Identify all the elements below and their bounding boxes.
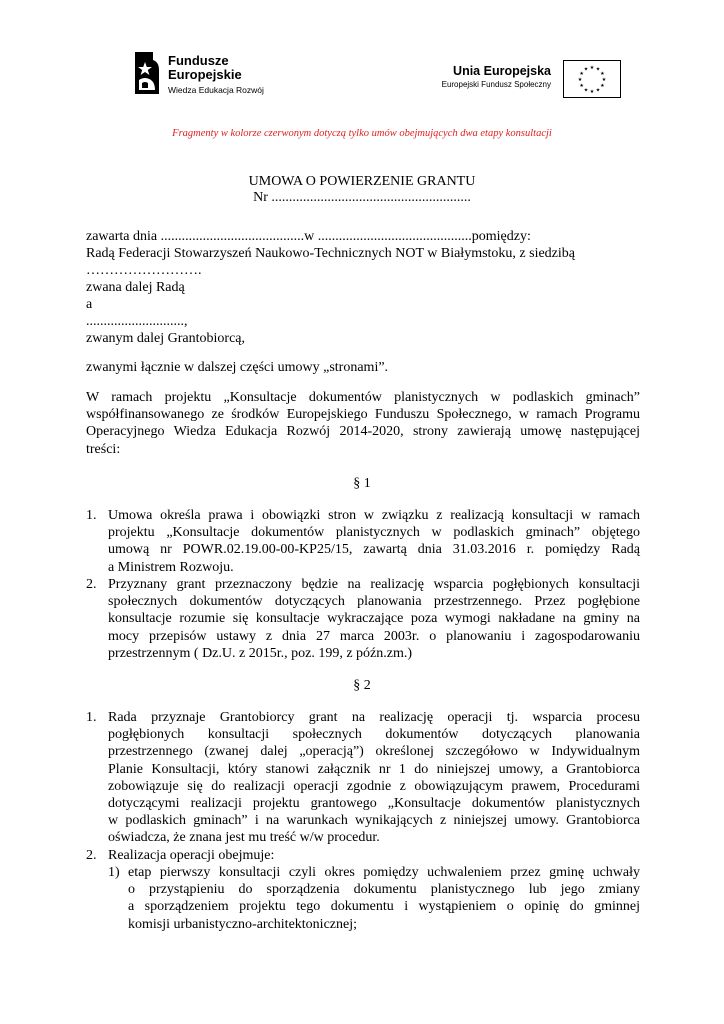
item-line: Rada przyznaje Grantobiorcy grant na realizację operacji tj. wsparcia procesu <box>108 710 640 725</box>
section-2-heading: § 2 <box>353 678 371 693</box>
svg-text:★: ★ <box>595 87 601 94</box>
item-line: oświadcza, że znana jest mu treść w/w procedur. <box>108 830 380 846</box>
intro-line: Operacyjnego Wiedza Edukacja Rozwój 2014-2020, strony zawierają umowę następującej <box>86 424 640 440</box>
svg-text:★: ★ <box>589 89 595 95</box>
red-note: Fragmenty w kolorze czerwonym dotyczą tylko umów obejmujących dwa etapy konsultacji <box>172 128 552 139</box>
subitem-line: komisji urbanistyczno-architektonicznej; <box>128 916 357 932</box>
svg-text:★: ★ <box>579 83 584 89</box>
item-line: umową nr POWR.02.19.00-00-KP25/15, zawartą dnia 31.03.2016 r. pomiędzy Radą <box>108 542 640 558</box>
item-line: Realizacja operacji obejmuje: <box>108 848 275 863</box>
item-line: konsultacje rozumie się konsultacje wykraczające poza wymogi nakładane na gminy na <box>108 611 640 627</box>
fundusze-europejskie-flag-icon <box>131 50 165 98</box>
item-number: 1. <box>86 508 97 523</box>
section-1-heading: § 1 <box>353 476 371 491</box>
parties-line-7: zwanym dalej Grantobiorcą, <box>86 331 245 346</box>
item-number: 2. <box>86 848 97 863</box>
intro-paragraph <box>86 389 640 458</box>
item-line: społecznych dokumentów dotyczących planowania przestrzennego. Przez pogłębione <box>108 594 640 610</box>
eu-logo-line2: Europejski Fundusz Społeczny <box>441 80 551 89</box>
fe-logo-line1: Fundusze <box>168 53 229 68</box>
contract-title: UMOWA O POWIERZENIE GRANTU <box>248 174 476 189</box>
item-number: 1. <box>86 710 97 725</box>
item-line: przestrzennego (zwanej dalej „operacją”) określonej szczegółowo w Indywidualnym <box>108 744 640 760</box>
item-line: w podlaskich gminach” i na warunkach wynikających z niniejszej umowy. Grantobiorca <box>108 813 640 829</box>
eu-logo-line1: Unia Europejska <box>453 64 551 78</box>
item-line: pogłębionych konsultacji społecznych dokumentów dotyczących planowania <box>108 727 640 743</box>
subitem-line: etap pierwszy konsultacji czyli okres pomiędzy uchwaleniem przez gminę uchwały <box>128 865 640 880</box>
item-line: Umowa określa prawa i obowiązki stron w związku z realizacją konsultacji w ramach <box>108 508 640 523</box>
svg-text:★: ★ <box>601 77 607 83</box>
svg-text:★: ★ <box>577 77 583 83</box>
unia-europejska-logo <box>430 60 620 100</box>
svg-text:★: ★ <box>583 66 589 73</box>
subitem-number: 1) <box>108 865 120 880</box>
svg-text:★: ★ <box>600 83 605 89</box>
subitem-line: o przystąpieniu do sporządzenia dokumentu planistycznego lub jego zmiany <box>128 882 640 898</box>
intro-line: współfinansowanego ze środków Europejskiego Funduszu Społecznego, w ramach Programu <box>86 407 640 423</box>
svg-text:★: ★ <box>589 65 595 71</box>
item-line: a Ministrem Rozwoju. <box>108 559 234 575</box>
item-line: przestrzennym ( Dz.U. z 2015r., poz. 199, z późn.zm.) <box>108 645 413 661</box>
item-line: zobowiązuje się do realizacji operacji zgodnie z obowiązującym prawem, Procedurami <box>108 778 640 794</box>
item-line: Planie Konsultacji, który stanowi załącznik nr 1 do niniejszej umowy, a Grantobiorca <box>108 761 640 777</box>
eu-flag-icon <box>563 60 621 98</box>
svg-text:★: ★ <box>600 71 605 77</box>
svg-text:★: ★ <box>595 66 601 73</box>
item-line: Przyznany grant przeznaczony będzie na realizację wsparcia pogłębionych konsultacji <box>108 577 640 592</box>
parties-line-6: ............................, <box>86 314 188 329</box>
svg-text:★: ★ <box>583 87 589 94</box>
parties-line-4: zwana dalej Radą <box>86 280 185 295</box>
parties-line-5: a <box>86 297 93 312</box>
contract-number: Nr ......................................................... <box>253 190 471 205</box>
item-line: dotyczącymi realizacji projektu grantowego „Konsultacje dokumentów planistycznych <box>108 796 640 812</box>
intro-line: treści: <box>86 441 121 457</box>
svg-text:★: ★ <box>579 71 584 77</box>
parties-line-2: Radą Federacji Stowarzyszeń Naukowo-Technicznych NOT w Białymstoku, z siedzibą <box>86 246 576 261</box>
intro-line: W ramach projektu „Konsultacje dokumentów planistycznych w podlaskich gminach” <box>86 390 640 405</box>
fe-logo-line3: Wiedza Edukacja Rozwój <box>168 85 264 95</box>
item-number: 2. <box>86 577 97 592</box>
parties-line-3: ……………………. <box>86 263 202 278</box>
subitem-line: a sporządzeniem projektu tego dokumentu i wystąpieniem o opinię do gminnej <box>128 899 640 915</box>
item-line: mocy przepisów ustawy z dnia 27 marca 2003r. o planowaniu i zagospodarowaniu <box>108 628 640 644</box>
fundusze-europejskie-logo <box>131 50 291 106</box>
parties-line-8: zwanymi łącznie w dalszej części umowy „stronami”. <box>86 360 389 375</box>
fe-logo-line2: Europejskie <box>168 67 242 82</box>
parties-line-1: zawarta dnia .........................................w ............................................pomiędzy: <box>86 229 531 244</box>
item-line: projektu „Konsultacje dokumentów planistycznych w podlaskich gminach” objętego <box>108 525 640 541</box>
